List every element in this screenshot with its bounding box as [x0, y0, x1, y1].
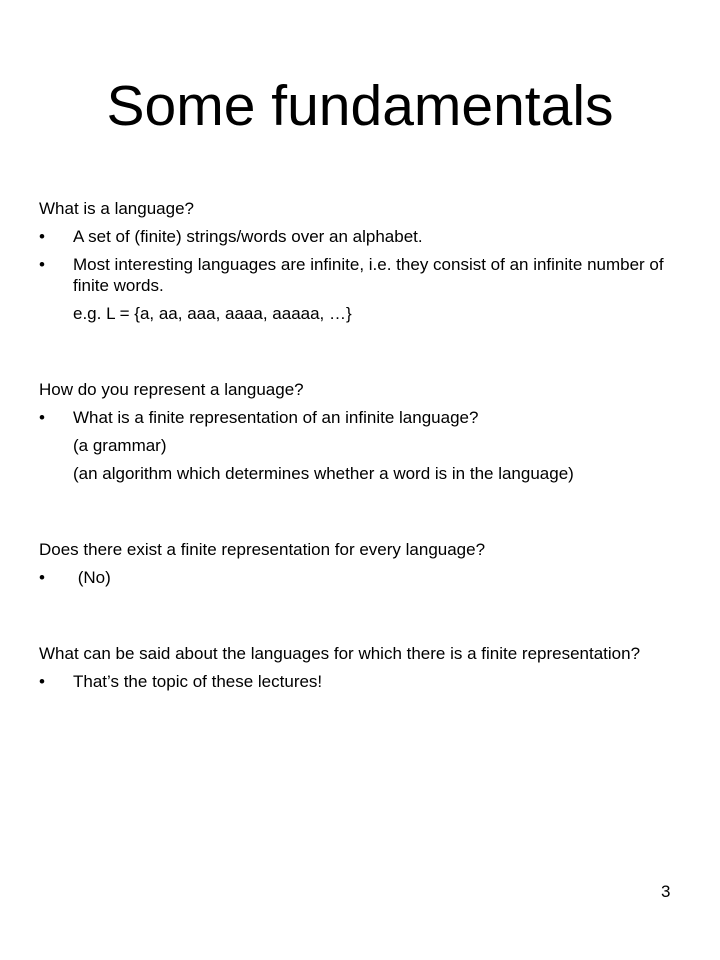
answer-line: (a grammar) [73, 436, 167, 455]
bullet-text: What is a finite representation of an infinite language? [73, 408, 479, 427]
bullet-marker: • [39, 408, 45, 427]
question-represent-language: How do you represent a language? [39, 380, 304, 399]
question-finite-representation: Does there exist a finite representation for every language? [39, 540, 486, 559]
question-what-can-be-said: What can be said about the languages for which there is a finite representation? [39, 644, 641, 663]
slide-body [39, 198, 679, 692]
page-number: 3 [661, 882, 671, 901]
bullet-item [39, 254, 679, 296]
bullet-text: That’s the topic of these lectures! [73, 672, 323, 691]
bullet-marker: • [39, 568, 45, 587]
bullet-item [39, 671, 679, 692]
question-what-is-language: What is a language? [39, 199, 194, 218]
bullet-item [39, 226, 679, 247]
bullet-text: (No) [73, 568, 111, 587]
bullet-marker: • [39, 672, 45, 691]
answer-line: (an algorithm which determines whether a word is in the language) [73, 464, 574, 483]
bullet-marker: • [39, 255, 45, 274]
bullet-text: Most interesting languages are infinite, i.e. they consist of an infinite number of finite words. [73, 255, 664, 295]
bullet-text: A set of (finite) strings/words over an alphabet. [73, 227, 423, 246]
bullet-marker: • [39, 227, 45, 246]
slide-title: Some fundamentals [106, 74, 614, 138]
bullet-item [39, 567, 679, 588]
example-line: e.g. L = {a, aa, aaa, aaaa, aaaaa, …} [73, 304, 352, 323]
bullet-item [39, 407, 679, 428]
